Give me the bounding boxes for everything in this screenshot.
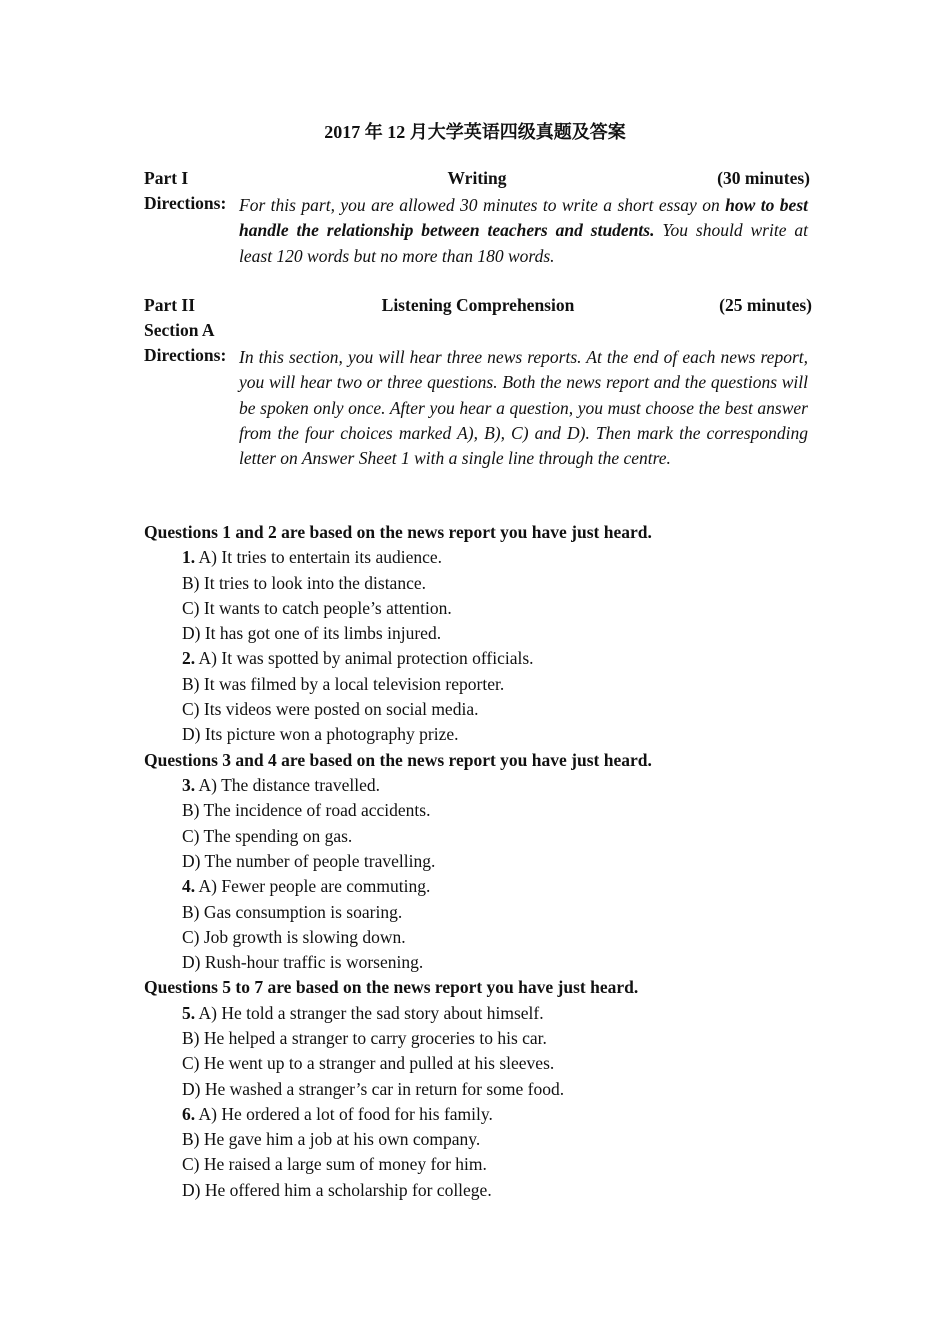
question-group-header: Questions 5 to 7 are based on the news report you have just heard. — [144, 977, 639, 997]
question-number: 4. — [182, 876, 196, 896]
question-2-option-b: B) It was filmed by a local television reporter. — [182, 674, 505, 694]
question-2-option-d: D) Its picture won a photography prize. — [182, 724, 459, 744]
question-6-option-a — [182, 1104, 493, 1125]
part1-label: Part I — [144, 168, 189, 188]
question-number: 3. — [182, 775, 196, 795]
part1-directions-topic: how to best handle the relationship between teachers and students. — [239, 195, 808, 241]
question-6-option-b: B) He gave him a job at his own company. — [182, 1129, 481, 1149]
part2-name: Listening Comprehension — [381, 295, 575, 315]
question-3-option-a — [182, 775, 380, 796]
option-text: A) He ordered a lot of food for his family. — [198, 1104, 493, 1124]
part1-header — [144, 168, 810, 193]
question-4-option-c: C) Job growth is slowing down. — [182, 927, 406, 947]
option-text: A) Fewer people are commuting. — [198, 876, 431, 896]
question-3-option-c: C) The spending on gas. — [182, 826, 353, 846]
question-group-header: Questions 3 and 4 are based on the news report you have just heard. — [144, 750, 652, 770]
option-text: A) The distance travelled. — [198, 775, 380, 795]
part1-directions — [239, 193, 808, 269]
question-1-option-d: D) It has got one of its limbs injured. — [182, 623, 442, 643]
part1-directions-post: You should write at least 120 words but no more than 180 words. — [239, 220, 809, 266]
question-4-option-a — [182, 876, 430, 897]
question-1-option-b: B) It tries to look into the distance. — [182, 573, 426, 593]
option-text: A) It was spotted by animal protection officials. — [198, 648, 534, 668]
page-title: 2017 年 12 月大学英语四级真题及答案 — [324, 122, 626, 142]
part1-name: Writing — [447, 168, 507, 188]
question-5-option-d: D) He washed a stranger’s car in return for some food. — [182, 1079, 565, 1099]
part1-directions-label: Directions: — [144, 193, 227, 213]
part2-directions: In this section, you will hear three news reports. At the end of each news report, you will hear two or three questions. Both the news report and the questions will be spoken only once. After you hear a question, you must choose the best answer from the four choices marked A), B), C) and D). Then mark the corresponding letter on Answer Sheet 1 with a single line through the centre. — [239, 347, 808, 469]
part2-label: Part II — [144, 295, 196, 315]
question-number: 2. — [182, 648, 196, 668]
question-6-option-c: C) He raised a large sum of money for him. — [182, 1154, 487, 1174]
part2-header — [144, 295, 812, 320]
question-number: 5. — [182, 1003, 196, 1023]
question-number: 1. — [182, 547, 196, 567]
part1-time: (30 minutes) — [717, 168, 810, 188]
question-5-option-c: C) He went up to a stranger and pulled at his sleeves. — [182, 1053, 555, 1073]
question-1-option-a — [182, 547, 442, 568]
question-1-option-c: C) It wants to catch people’s attention. — [182, 598, 452, 618]
part2-time: (25 minutes) — [719, 295, 812, 315]
option-text: A) He told a stranger the sad story about himself. — [198, 1003, 544, 1023]
part1-directions-pre: For this part, you are allowed 30 minutes to write a short essay on — [239, 195, 726, 215]
part2-directions-label: Directions: — [144, 345, 227, 365]
question-3-option-d: D) The number of people travelling. — [182, 851, 436, 871]
option-text: A) It tries to entertain its audience. — [198, 547, 443, 567]
question-6-option-d: D) He offered him a scholarship for college. — [182, 1180, 492, 1200]
question-group-header: Questions 1 and 2 are based on the news report you have just heard. — [144, 522, 652, 542]
section-a-label: Section A — [144, 320, 215, 340]
question-number: 6. — [182, 1104, 196, 1124]
question-3-option-b: B) The incidence of road accidents. — [182, 800, 431, 820]
question-2-option-a — [182, 648, 534, 669]
question-5-option-b: B) He helped a stranger to carry groceries to his car. — [182, 1028, 547, 1048]
question-5-option-a — [182, 1003, 544, 1024]
question-4-option-b: B) Gas consumption is soaring. — [182, 902, 403, 922]
question-4-option-d: D) Rush-hour traffic is worsening. — [182, 952, 424, 972]
question-2-option-c: C) Its videos were posted on social media. — [182, 699, 479, 719]
